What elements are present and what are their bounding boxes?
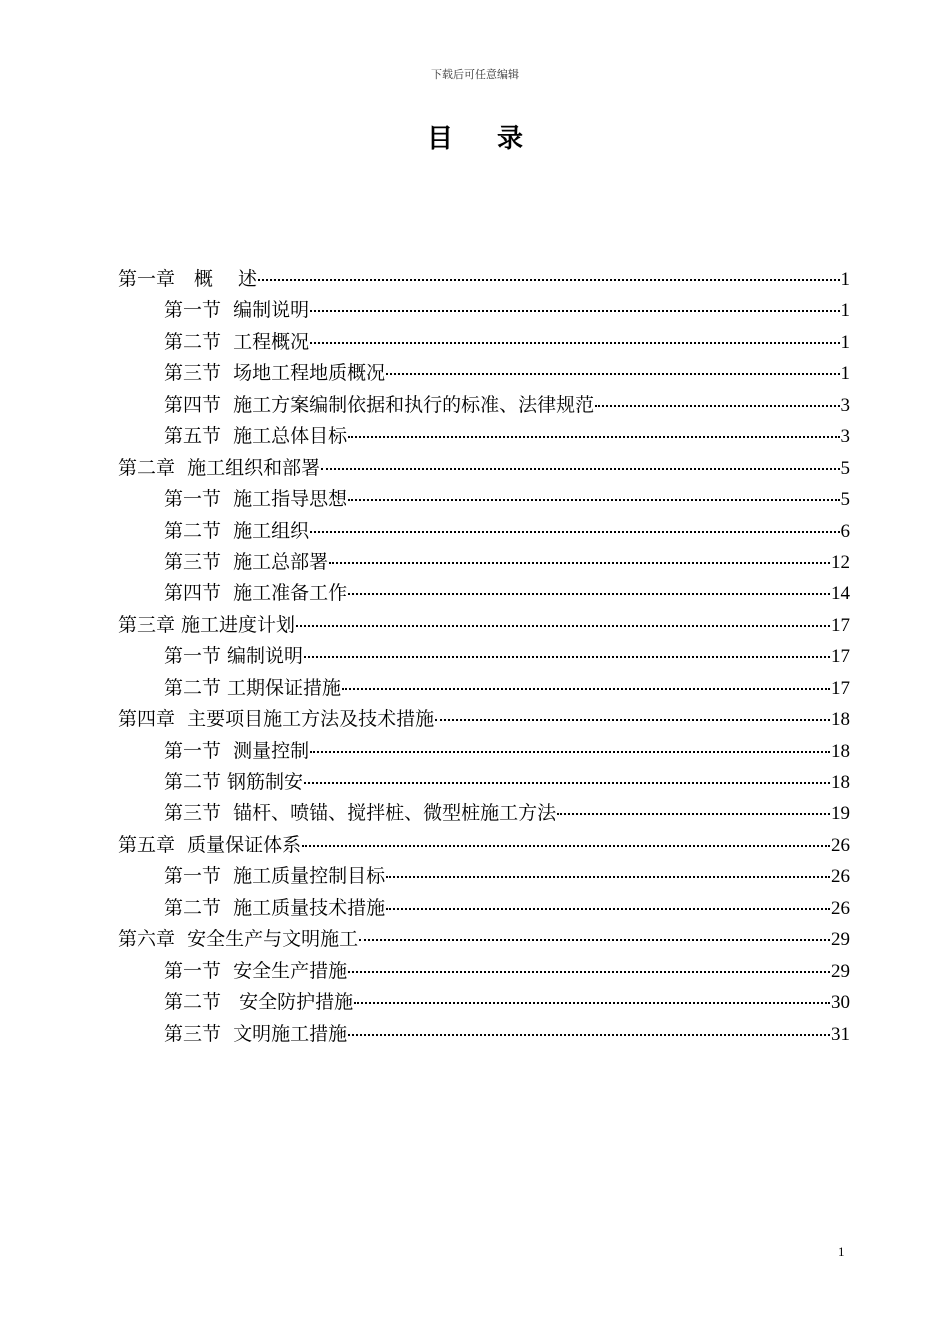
toc-dot-leader [348, 1014, 830, 1036]
toc-entry-label: 第四节 施工准备工作 [164, 582, 348, 605]
toc-dot-leader [557, 793, 830, 815]
toc-dot-leader [348, 479, 839, 501]
toc-entry-label: 第一节 施工质量控制目标 [164, 865, 386, 888]
toc-entry-label: 第一节 编制说明 [164, 299, 310, 322]
toc-entry-page: 26 [831, 897, 850, 919]
toc-dot-leader [386, 353, 839, 375]
toc-entry-label: 第二节 工程概况 [164, 330, 310, 353]
toc-dot-leader [342, 668, 830, 690]
toc-entry-label: 第二节 安全防护措施 [164, 991, 354, 1014]
toc-entry-page: 12 [831, 551, 850, 573]
toc-entry-label: 第一章 概 述 [118, 268, 258, 290]
toc-entry-page: 29 [831, 960, 850, 982]
toc-dot-leader [386, 856, 830, 878]
toc-dot-leader [595, 385, 839, 407]
toc-entry-label: 第三章 施工进度计划 [118, 613, 296, 636]
toc-entry-label: 第二节 工期保证措施 [164, 676, 342, 699]
toc-entry-label: 第三节 施工总部署 [164, 550, 329, 573]
toc-entry-label: 第四章 主要项目施工方法及技术措施 [118, 708, 435, 731]
toc-dot-leader [310, 290, 839, 312]
toc-dot-leader [348, 573, 830, 595]
toc-entry-label: 第一节 编制说明 [164, 645, 304, 668]
toc-entry-page: 6 [840, 520, 850, 542]
toc-dot-leader [310, 511, 839, 533]
toc-entry-page: 5 [840, 457, 850, 479]
toc-entry-label: 第二节 施工质量技术措施 [164, 896, 386, 919]
toc-entry-page: 3 [840, 426, 850, 448]
toc-section-entry[interactable] [118, 1018, 850, 1049]
toc-entry-label: 第三节 锚杆、喷锚、搅拌桩、微型桩施工方法 [164, 802, 557, 825]
toc-dot-leader [310, 322, 839, 344]
toc-dot-leader [304, 762, 830, 784]
toc-entry-page: 17 [831, 614, 850, 636]
toc-entry-label: 第二节 钢筋制安 [164, 771, 304, 793]
toc-entry-page: 17 [831, 677, 850, 699]
toc-entry-page: 31 [831, 1023, 850, 1045]
toc-entry-label: 第三节 场地工程地质概况 [164, 362, 386, 385]
header-note: 下载后可任意编辑 [431, 68, 519, 81]
toc-entry-label: 第一节 安全生产措施 [164, 959, 348, 982]
toc-entry-label: 第二节 施工组织 [164, 519, 310, 542]
toc-entry-page: 1 [840, 363, 850, 385]
toc-entry-page: 5 [840, 489, 850, 511]
toc-entry-page: 1 [840, 300, 850, 322]
table-of-contents [118, 263, 850, 1049]
toc-dot-leader [304, 636, 830, 658]
toc-dot-leader [258, 259, 839, 281]
toc-entry-label: 第一节 施工指导思想 [164, 488, 348, 511]
toc-entry-label: 第一节 测量控制 [164, 739, 310, 762]
toc-dot-leader [310, 731, 830, 753]
toc-entry-label: 第三节 文明施工措施 [164, 1022, 348, 1045]
toc-entry-label: 第五节 施工总体目标 [164, 425, 348, 448]
toc-entry-page: 14 [831, 583, 850, 605]
toc-entry-page: 26 [831, 834, 850, 856]
toc-dot-leader [359, 919, 830, 941]
toc-entry-page: 18 [831, 772, 850, 793]
toc-dot-leader [386, 888, 830, 910]
toc-dot-leader [296, 605, 830, 627]
toc-entry-page: 18 [831, 740, 850, 762]
toc-entry-page: 17 [831, 646, 850, 668]
toc-entry-page: 19 [831, 803, 850, 825]
toc-entry-label: 第五章 质量保证体系 [118, 833, 302, 856]
toc-entry-page: 1 [840, 331, 850, 353]
toc-dot-leader [348, 416, 839, 438]
toc-entry-label: 第四节 施工方案编制依据和执行的标准、法律规范 [164, 393, 595, 416]
toc-dot-leader [321, 448, 839, 470]
toc-entry-page: 3 [840, 394, 850, 416]
page-number: 1 [838, 1244, 845, 1259]
toc-dot-leader [329, 542, 830, 564]
toc-dot-leader [435, 699, 830, 721]
toc-dot-leader [348, 951, 830, 973]
toc-title: 目录 [426, 124, 567, 154]
toc-entry-page: 1 [840, 269, 850, 290]
toc-entry-page: 30 [831, 992, 850, 1014]
toc-entry-label: 第二章 施工组织和部署 [118, 456, 321, 479]
toc-entry-label: 第六章 安全生产与文明施工 [118, 928, 359, 951]
toc-entry-page: 18 [831, 709, 850, 731]
toc-dot-leader [302, 825, 830, 847]
toc-dot-leader [354, 982, 830, 1004]
toc-entry-page: 26 [831, 866, 850, 888]
toc-entry-page: 29 [831, 929, 850, 951]
